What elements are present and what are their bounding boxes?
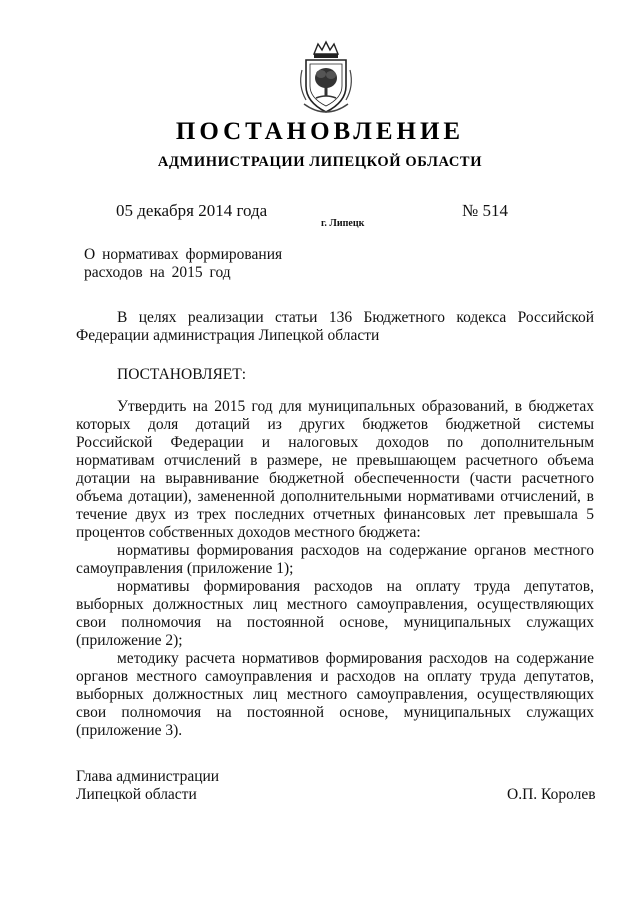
body-line: процентов собственных доходов местного бюджета: <box>76 524 421 541</box>
body-line: которых доля дотаций из других бюджетов бюджетной системы <box>76 416 594 433</box>
preamble-paragraph <box>76 309 594 345</box>
resolve-heading: ПОСТАНОВЛЯЕТ: <box>117 366 247 383</box>
body-line: нормативы формирования расходов на оплату труда депутатов, <box>117 578 594 595</box>
signatory-position-line: Глава администрации <box>76 768 220 785</box>
preamble-line: В целях реализации статьи 136 Бюджетного кодекса Российской <box>117 309 594 326</box>
body-line: свои полномочия на постоянной основе, муниципальных служащих <box>76 704 594 721</box>
resolution-body <box>76 398 594 740</box>
subject-line: расходов на 2015 год <box>84 264 231 281</box>
signatory-name: О.П. Королев <box>507 786 596 803</box>
body-line: свои полномочия на постоянной основе, муниципальных служащих <box>76 614 594 631</box>
body-line: течение двух из трех последних отчетных финансовых лет превышала 5 <box>76 506 594 523</box>
issuing-authority: АДМИНИСТРАЦИИ ЛИПЕЦКОЙ ОБЛАСТИ <box>157 154 483 170</box>
body-line: самоуправления (приложение 1); <box>76 560 294 577</box>
body-line: дотации на выравнивание бюджетной обеспеченности (части расчетного <box>76 470 594 487</box>
coat-of-arms-icon <box>294 40 358 116</box>
body-line: Российской Федерации и налоговых доходов по дополнительным <box>76 434 594 451</box>
body-line: методику расчета нормативов формирования расходов на содержание <box>117 650 594 667</box>
document-city: г. Липецк <box>321 218 365 229</box>
signatory-position-line: Липецкой области <box>76 786 197 803</box>
body-line: нормативам отчислений в размере, не превышающем расчетного объема <box>76 452 594 469</box>
preamble-line: Федерации администрация Липецкой области <box>76 327 380 344</box>
document-title: ПОСТАНОВЛЕНИЕ <box>175 118 465 145</box>
document-subject <box>84 246 304 282</box>
body-line: выборных должностных лиц местного самоуправления, осуществляющих <box>76 596 594 613</box>
document-number: № 514 <box>462 201 508 220</box>
body-line: органов местного самоуправления и расходов на оплату труда депутатов, <box>76 668 594 685</box>
body-line: (приложение 2); <box>76 632 183 649</box>
document-date: 05 декабря 2014 года <box>116 201 268 220</box>
subject-line: О нормативах формирования <box>84 246 283 263</box>
body-line: Утвердить на 2015 год для муниципальных образований, в бюджетах <box>117 398 594 415</box>
body-line: выборных должностных лиц местного самоуправления, осуществляющих <box>76 686 594 703</box>
signatory-position <box>76 768 219 804</box>
body-line: (приложение 3). <box>76 722 183 739</box>
body-line: нормативы формирования расходов на содержание органов местного <box>117 542 594 559</box>
body-line: объема дотации), замененной дополнительными нормативами отчислений, в <box>76 488 594 505</box>
